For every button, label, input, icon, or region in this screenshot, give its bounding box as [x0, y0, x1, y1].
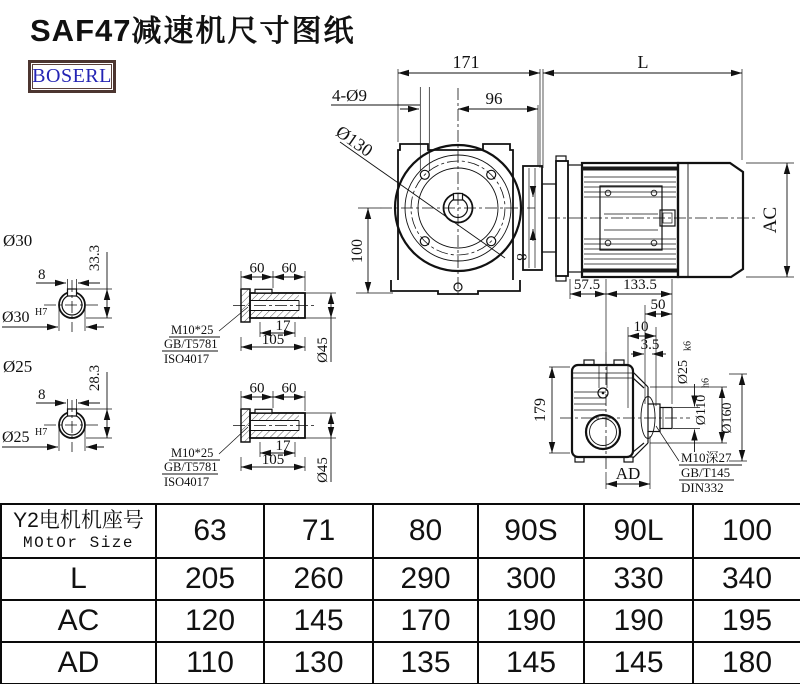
table-cell: 180 — [693, 642, 800, 684]
dim-10: 10 — [633, 319, 649, 335]
dim-3-5: 3.5 — [640, 337, 660, 353]
table-cell: 205 — [156, 558, 264, 600]
bore30-fit-tol: H7 — [35, 307, 48, 318]
col-header-63: 63 — [156, 504, 264, 558]
note-tap: M10深27 — [681, 450, 732, 465]
table-cell: 145 — [264, 600, 373, 642]
note-din332: DIN332 — [681, 480, 724, 495]
dim-AD: AD — [615, 464, 641, 483]
gearbox-front-view — [340, 88, 535, 298]
bore25-fit: Ø25 — [2, 429, 30, 446]
dim-50: 50 — [650, 297, 666, 313]
gearbox-side-view — [560, 352, 690, 472]
table-cell: 195 — [693, 600, 800, 642]
col-header-100: 100 — [693, 504, 800, 558]
row-label-L: L — [1, 558, 156, 600]
table-cell: 290 — [373, 558, 478, 600]
dim-96: 96 — [485, 89, 503, 108]
motor-size-label-cn: Y2电机机座号 — [13, 509, 144, 532]
table-cell: 330 — [584, 558, 693, 600]
shaft-detail-1 — [162, 261, 336, 367]
table-cell: 110 — [156, 642, 264, 684]
dim-100: 100 — [349, 239, 366, 263]
table-cell: 135 — [373, 642, 478, 684]
motor-top-view — [523, 156, 758, 281]
shaft1-dim-17: 17 — [275, 318, 291, 334]
col-header-71: 71 — [264, 504, 373, 558]
table-cell: 130 — [264, 642, 373, 684]
shaft1-note-iso: ISO4017 — [164, 352, 210, 366]
shaft2-note-gb: GB/T5781 — [164, 460, 218, 474]
bore30-label: Ø30 — [3, 231, 33, 250]
dim-shaft-dia: Ø25 — [676, 359, 691, 385]
dim-8: 8 — [513, 253, 529, 261]
row-label-AD: AD — [1, 642, 156, 684]
shaft1-dim-60a: 60 — [249, 260, 265, 277]
dim-L: L — [637, 52, 649, 72]
col-header-90s: 90S — [478, 504, 584, 558]
table-cell: 120 — [156, 600, 264, 642]
shaft2-dim-60b: 60 — [281, 380, 297, 397]
model-code: SAF47 — [30, 13, 132, 48]
shaft1-note-gb: GB/T5781 — [164, 337, 218, 351]
table-cell: 190 — [478, 600, 584, 642]
table-cell: 145 — [478, 642, 584, 684]
table-cell: 145 — [584, 642, 693, 684]
shaft2-note-iso: ISO4017 — [164, 475, 210, 489]
row-label-AC: AC — [1, 600, 156, 642]
bore30-key-depth: 33.3 — [87, 244, 103, 272]
table-cell: 190 — [584, 600, 693, 642]
table-cell: 340 — [693, 558, 800, 600]
shaft1-dim-45: Ø45 — [315, 337, 331, 363]
shaft2-dim-17: 17 — [275, 438, 291, 454]
dim-179: 179 — [532, 398, 549, 422]
side-dimensions — [532, 297, 747, 495]
shaft2-dim-45: Ø45 — [315, 457, 331, 483]
dim-57-5: 57.5 — [573, 277, 601, 293]
note-gbt145: GB/T145 — [681, 465, 731, 480]
col-header-90l: 90L — [584, 504, 693, 558]
shaft1-dim-105: 105 — [261, 332, 285, 348]
bore30-fit: Ø30 — [2, 309, 30, 326]
dim-AC: AC — [760, 206, 781, 234]
brand-logo-text: BOSERL — [32, 65, 112, 87]
shaft1-dim-60b: 60 — [281, 260, 297, 277]
bore-detail-25 — [2, 357, 112, 452]
bore-detail-30 — [2, 231, 112, 332]
bore25-key-depth: 28.3 — [87, 364, 103, 392]
shaft1-note-bolt: M10*25 — [171, 323, 214, 337]
motor-size-label-en: MOtOr Size — [22, 534, 134, 552]
shaft-detail-2 — [162, 381, 336, 490]
table-cell: 170 — [373, 600, 478, 642]
col-header-80: 80 — [373, 504, 478, 558]
dim-shaft-tol: k6 — [682, 341, 694, 351]
shaft2-dim-105: 105 — [261, 452, 285, 468]
table-cell: 260 — [264, 558, 373, 600]
bore30-key-width: 8 — [38, 267, 46, 283]
dimension-table — [0, 503, 800, 684]
table-cell: 300 — [478, 558, 584, 600]
top-dimensions — [331, 52, 794, 404]
table-header-cell — [1, 504, 156, 558]
bore25-key-width: 8 — [38, 387, 46, 403]
bore25-label: Ø25 — [3, 357, 33, 376]
title-text: 减速机尺寸图纸 — [131, 14, 356, 49]
dim-spigot-dia: Ø110 — [694, 394, 709, 426]
dim-171: 171 — [452, 52, 480, 72]
shaft2-dim-60a: 60 — [249, 380, 265, 397]
bore25-fit-tol: H7 — [35, 427, 48, 438]
label-flange-dia: Ø130 — [332, 121, 377, 161]
label-bolt-holes: 4-Ø9 — [332, 86, 367, 105]
dim-flange-od: Ø160 — [720, 402, 735, 434]
shaft2-note-bolt: M10*25 — [171, 446, 214, 460]
dim-spigot-tol: h6 — [700, 378, 712, 388]
dim-133-5: 133.5 — [623, 277, 657, 293]
